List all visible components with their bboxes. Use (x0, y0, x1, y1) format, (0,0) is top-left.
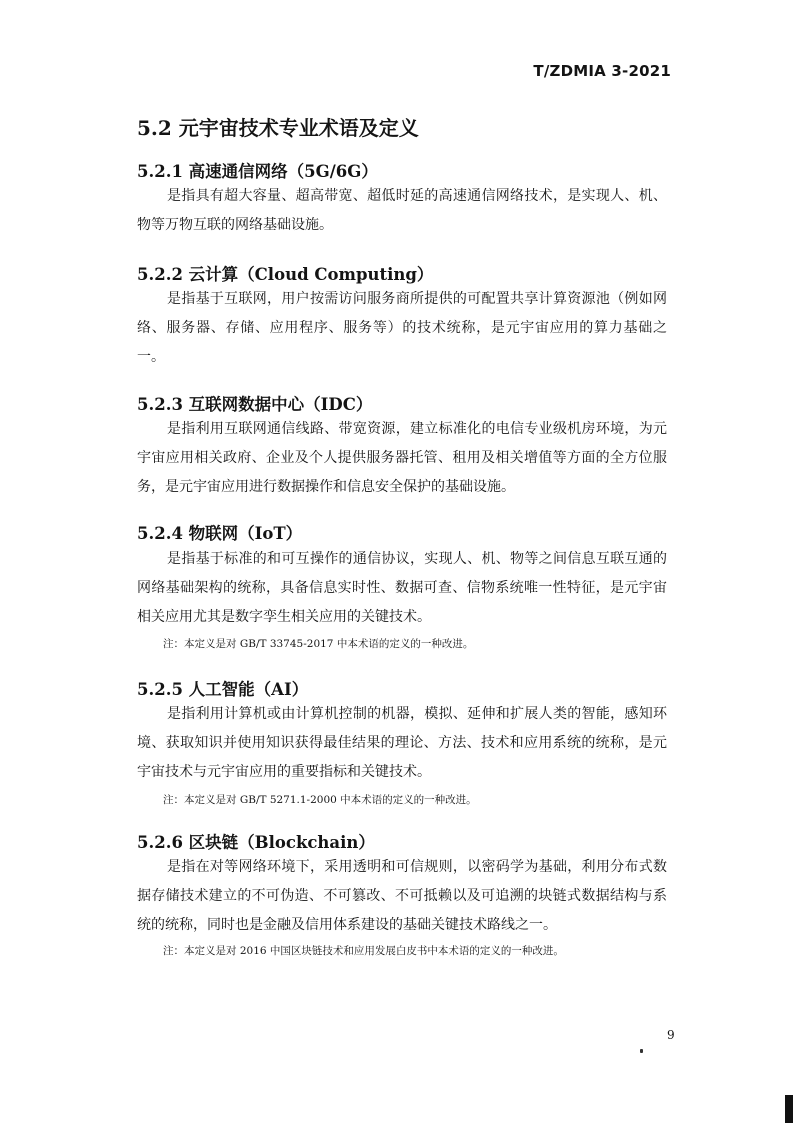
standard-code: T/ZDMIA 3-2021 (533, 62, 671, 80)
term-body-cloud-computing: 是指基于互联网，用户按需访问服务商所提供的可配置共享计算资源池（例如网络、服务器、存储、应用程序、服务等）的技术统称，是元宇宙应用的算力基础之一。 (137, 291, 667, 365)
term-heading-blockchain: 5.2.6 区块链（Blockchain） (137, 833, 375, 852)
term-heading-iot: 5.2.4 物联网（IoT） (137, 524, 303, 543)
term-body-iot: 是指基于标准的和可互操作的通信协议，实现人、机、物等之间信息互联互通的网络基础架构的统称，具备信息实时性、数据可查、信物系统唯一性特征，是元宇宙相关应用尤其是数字孪生相关应用的关键技术。 (137, 551, 667, 625)
term-note-ai: 注：本定义是对 GB/T 5271.1-2000 中本术语的定义的一种改进。 (163, 794, 477, 806)
term-heading-cloud-computing: 5.2.2 云计算（Cloud Computing） (137, 265, 434, 284)
term-note-blockchain: 注：本定义是对 2016 中国区块链技术和应用发展白皮书中本术语的定义的一种改进。 (163, 945, 564, 957)
term-heading-5g6g: 5.2.1 高速通信网络（5G/6G） (137, 162, 378, 181)
term-note-iot: 注：本定义是对 GB/T 33745-2017 中本术语的定义的一种改进。 (163, 638, 474, 650)
section-title: 5.2 元宇宙技术专业术语及定义 (137, 116, 419, 140)
term-heading-ai: 5.2.5 人工智能（AI） (137, 680, 309, 699)
term-body-idc: 是指利用互联网通信线路、带宽资源，建立标准化的电信专业级机房环境，为元宇宙应用相关政府、企业及个人提供服务器托管、租用及相关增值等方面的全方位服务，是元宇宙应用进行数据操作和信息安全保护的基础设施。 (137, 421, 667, 495)
term-heading-idc: 5.2.3 互联网数据中心（IDC） (137, 395, 373, 414)
scan-artifact-edge (785, 1095, 793, 1123)
term-body-ai: 是指利用计算机或由计算机控制的机器，模拟、延伸和扩展人类的智能，感知环境、获取知识并使用知识获得最佳结果的理论、方法、技术和应用系统的统称，是元宇宙技术与元宇宙应用的重要指标和关键技术。 (137, 706, 667, 780)
page-number: 9 (667, 1028, 675, 1042)
term-body-5g6g: 是指具有超大容量、超高带宽、超低时延的高速通信网络技术，是实现人、机、物等万物互联的网络基础设施。 (137, 188, 667, 233)
term-body-blockchain: 是指在对等网络环境下，采用透明和可信规则，以密码学为基础，利用分布式数据存储技术建立的不可伪造、不可篡改、不可抵赖以及可追溯的块链式数据结构与系统的统称，同时也是金融及信用体系建设的基础关键技术路线之一。 (137, 859, 667, 933)
scan-artifact-speck (640, 1049, 643, 1053)
